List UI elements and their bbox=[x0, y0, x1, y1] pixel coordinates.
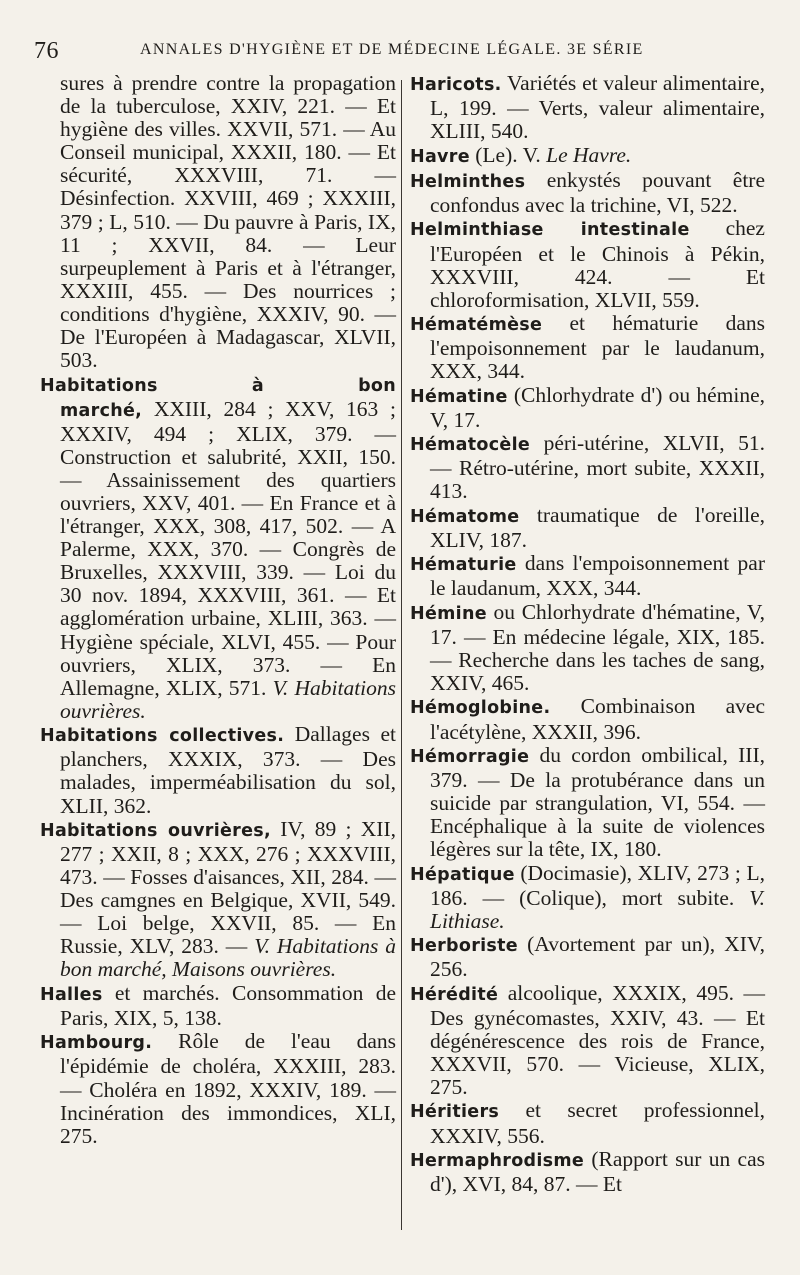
entry-text: (Rapport sur un cas d'), XVI, 84, 87. — Et bbox=[430, 1146, 765, 1197]
entry-headword: Habitations collectives. bbox=[40, 726, 285, 747]
entry-text: chez l'Européen et le Chinois à Pékin, XXXVIII, 424. — Et chloroformisation, XLVII, 559. bbox=[430, 216, 765, 312]
entry-text: et secret professionnel, XXXIV, 556. bbox=[430, 1098, 765, 1148]
entry-text: traumatique de l'oreille, XLIV, 187. bbox=[430, 502, 765, 552]
entry-headword: Helminthes bbox=[410, 171, 526, 192]
entry-text: ou Chlorhydrate d'hématine, V, 17. — En médecine légale, XIX, 185. — Recherche dans les taches de sang, XXIV, 465. bbox=[430, 599, 765, 696]
entry-headword: Hémine bbox=[410, 603, 487, 624]
entry-text: IV, 89 ; XII, 277 ; XXII, 8 ; XXX, 276 ; XXXVIII, 473. — Fosses d'aisances, XII, 284. — Des camgnes en Belgique, XVII, 549. — Loi belge, XXVII, 85. — En Russie, XLV, 283. — bbox=[60, 816, 396, 959]
entry-headword: Hémoglobine. bbox=[410, 698, 551, 719]
index-entry-hermaphrodisme bbox=[410, 1148, 765, 1196]
page-header bbox=[30, 38, 760, 70]
index-entry-heredite bbox=[410, 982, 765, 1099]
entry-headword: Hématome bbox=[410, 506, 520, 527]
index-entry-hematome bbox=[410, 504, 765, 552]
entry-text: Combinaison avec l'acétylène, XXXII, 396. bbox=[430, 694, 765, 744]
entry-headword: Hématocèle bbox=[410, 435, 531, 456]
index-entry-hambourg bbox=[40, 1030, 396, 1147]
entry-text: enkystés pouvant être confondus avec la trichine, VI, 522. bbox=[430, 167, 765, 218]
entry-text: et hématurie dans l'empoisonnement par le laudanum, XXX, 344. bbox=[430, 311, 765, 384]
index-entry-haricots bbox=[410, 72, 765, 143]
entry-cross-reference: Le Havre. bbox=[546, 142, 632, 167]
entry-headword: Héritiers bbox=[410, 1102, 500, 1123]
index-entry-halles bbox=[40, 982, 396, 1030]
entry-headword: Hambourg. bbox=[40, 1033, 153, 1054]
entry-text: (Le). V. bbox=[469, 142, 547, 167]
entry-headword: Hémorragie bbox=[410, 746, 530, 767]
entry-text: sures à prendre contre la propagation de la tuberculose, XXIV, 221. — Et hygiène des villes. XXVII, 571. — Au Conseil municipal, XXXII, 180. — Et sécurité, XXXVIII, 71. — Désinfection. XXVIII, 469 ; XXXIII, 379 ; L, 510. — Du pauvre à Paris, IX, 11 ; XXVII, 84. — Leur surpeuplement à Paris et à l'étranger, XXXIII, 455. — Des nourrices ; conditions d'hygiène, XXXIV, 90. — De l'Européen à Madagascar, XLVII, 503. bbox=[60, 71, 396, 373]
entry-text: Rôle de l'eau dans l'épidémie de choléra, XXXIII, 283. — Choléra en 1892, XXXIV, 189. — Incinération des immondices, XLI, 275. bbox=[60, 1029, 396, 1148]
entry-text: dans l'empoisonnement par le laudanum, XXX, 344. bbox=[430, 551, 765, 601]
entry-text: alcoolique, XXXIX, 495. — Des gynécomastes, XXIV, 43. — Et dégénérescence des rois de France, XXXVII, 570. — Vicieuse, XLIX, 275. bbox=[430, 980, 765, 1100]
entry-headword: Hématurie bbox=[410, 555, 517, 576]
entry-text: (Docimasie), XLIV, 273 ; L, 186. — (Colique), mort subite. bbox=[430, 860, 765, 910]
entry-text: péri-utérine, XLVII, 51. — Rétro-utérine, mort subite, XXXII, 413. bbox=[430, 431, 765, 504]
entry-cross-reference: V. Lithiase. bbox=[430, 885, 765, 933]
entry-cross-reference: V. Habitations ouvrières. bbox=[60, 675, 397, 723]
index-entry-hematocele bbox=[410, 432, 765, 503]
index-entry-habitations-ouvrieres bbox=[40, 818, 396, 982]
column-divider bbox=[401, 80, 402, 1230]
index-entry-heritiers bbox=[410, 1099, 765, 1147]
entry-headword: Habitations à bon marché, bbox=[40, 375, 396, 421]
entry-headword: Helminthiase intestinale bbox=[410, 220, 690, 241]
index-entry-herboriste bbox=[410, 933, 765, 981]
entry-text: Variétés et valeur alimentaire, L, 199. — Verts, valeur alimentaire, XLIII, 540. bbox=[430, 71, 765, 144]
index-entry-habitations-bon-marche bbox=[40, 373, 396, 723]
entry-headword: Havre bbox=[410, 146, 470, 167]
entry-headword: Hérédité bbox=[410, 984, 499, 1005]
entry-text: du cordon ombilical, III, 379. — De la protubérance dans un suicide par strangulation, VI, 554. — Encéphalique à la suite de violences légères sur la tête, IX, 180. bbox=[430, 742, 765, 862]
index-entry-hematurie bbox=[410, 552, 765, 600]
index-entry-hemorragie bbox=[410, 744, 765, 861]
entry-text: (Avortement par un), XIV, 256. bbox=[430, 932, 765, 982]
entry-headword: Haricots. bbox=[410, 75, 502, 95]
running-head: ANNALES D'HYGIÈNE ET DE MÉDECINE LÉGALE. 3E SÉRIE bbox=[140, 41, 644, 58]
right-column bbox=[410, 72, 765, 1196]
entry-headword: Hermaphrodisme bbox=[410, 1150, 585, 1171]
page-number: 76 bbox=[34, 38, 59, 64]
index-entry-hepatique bbox=[410, 862, 765, 933]
entry-headword: Halles bbox=[40, 984, 103, 1005]
entry-text: et marchés. Consommation de Paris, XIX, 5, 138. bbox=[60, 980, 396, 1030]
index-entry-hematemese bbox=[410, 312, 765, 383]
entry-text: Dallages et planchers, XXXIX, 373. — Des malades, imperméabilisation du sol, XLII, 362. bbox=[60, 722, 396, 818]
index-entry-hemoglobine bbox=[410, 695, 765, 743]
entry-headword: Hématine bbox=[410, 386, 508, 407]
index-entry-helminthiase bbox=[410, 217, 765, 311]
entry-cross-reference: V. Habitations à bon marché, Maisons ouvrières. bbox=[60, 934, 396, 982]
entry-headword: Habitations ouvrières, bbox=[40, 820, 271, 841]
entry-headword: Hépatique bbox=[410, 864, 515, 885]
left-column bbox=[40, 72, 396, 1148]
index-entry-hemine bbox=[410, 601, 765, 695]
index-entry-helminthes bbox=[410, 169, 765, 217]
index-entry-habitations-collectives bbox=[40, 723, 396, 817]
entry-headword: Herboriste bbox=[410, 936, 518, 957]
entry-text: (Chlorhydrate d') ou hémine, V, 17. bbox=[430, 382, 765, 432]
index-entry-hematine bbox=[410, 384, 765, 432]
entry-headword: Hématémèse bbox=[410, 315, 543, 336]
index-entry-havre bbox=[410, 144, 765, 169]
index-entry-continuation bbox=[40, 72, 396, 372]
entry-text: XXIII, 284 ; XXV, 163 ; XXXIV, 494 ; XLIX, 379. — Construction et salubrité, XXII, 150. — Assainissement des quartiers ouvriers, XXV, 401. — En France et à l'étranger, XXX, 308, 417, 502. — A Palerme, XXX, 370. — Congrès de Bruxelles, XXXVIII, 339. — Loi du 30 nov. 1894, XXXVIII, 361. — Et agglomération urbaine, XLIII, 363. — Hygiène spéciale, XLVI, 455. — Pour ouvriers, XLIX, 373. — En Allemagne, XLIX, 571. bbox=[60, 396, 396, 700]
